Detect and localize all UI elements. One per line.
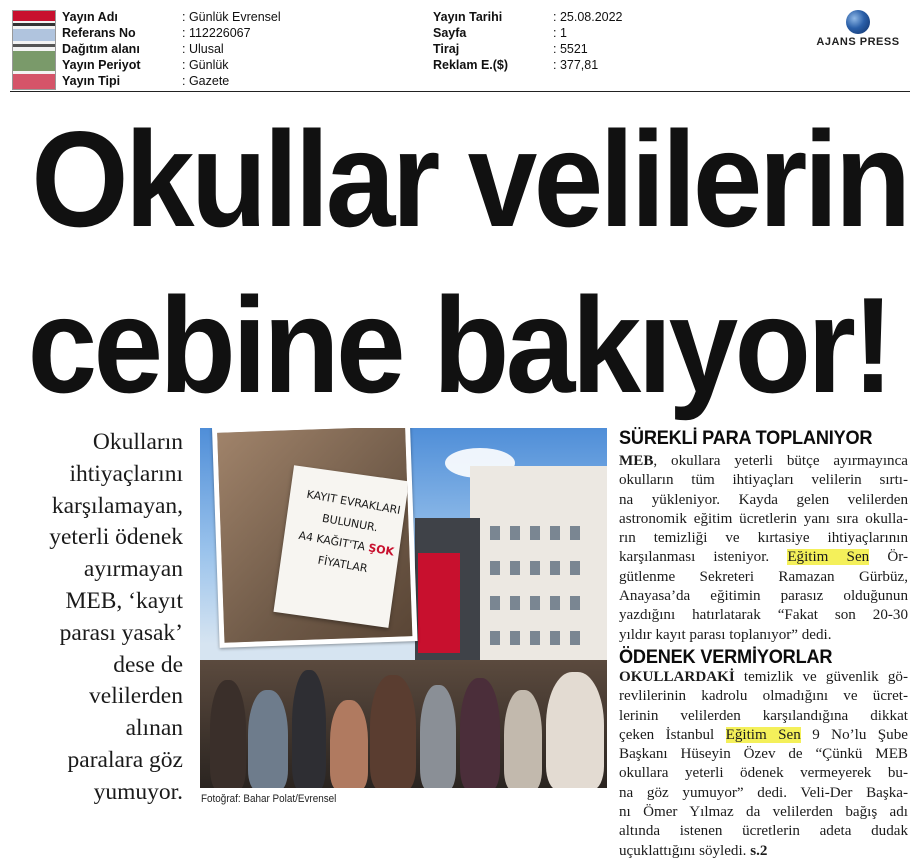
newspaper-thumbnail (12, 10, 56, 90)
photo-caption: Fotoğraf: Bahar Polat/Evrensel (201, 793, 337, 805)
lede-line: yumuyor. (93, 778, 183, 805)
meta-key: Yayın Tipi (62, 74, 121, 88)
sign-line: KAYIT EVRAKLARI (305, 487, 402, 518)
sign-line: FİYATLAR (316, 553, 369, 576)
photo-inset-sign (212, 428, 418, 648)
body-line: okulların tüm ihtiyaçları velilerin sırtı- (619, 472, 908, 489)
body-line: revlilerinin kadrolu olmadığını ve ücret- (619, 688, 908, 705)
logo-name: AJANS PRESS (816, 36, 900, 48)
section-odenek (619, 646, 908, 861)
meta-key: Yayın Adı (62, 10, 118, 24)
meta-value: : 377,81 (553, 58, 599, 72)
body-line: yazdığını hatırlatarak “Fakat son 20-30 (619, 607, 908, 624)
body-line: yıldır kayıt parası toplanıyor” dedi. (619, 626, 832, 643)
headline (0, 96, 908, 428)
sign-text (287, 482, 410, 584)
meta-value: : 5521 (553, 42, 588, 56)
meta-row (62, 73, 281, 89)
meta-key: Yayın Periyot (62, 58, 141, 72)
ajans-press-logo (808, 10, 908, 48)
body-line: Başkanı Hüseyin Özev de “Çünkü MEB (619, 746, 908, 763)
highlight-egitim-sen: Eğitim Sen (787, 549, 870, 566)
body-line (619, 548, 908, 567)
meta-left (62, 9, 281, 89)
meta-value: : 1 (553, 26, 567, 40)
meta-key: Referans No (62, 26, 136, 40)
meta-row (433, 25, 623, 41)
highlight-egitim-sen: Eğitim Sen (725, 726, 801, 743)
header-divider (10, 91, 910, 92)
sign-word: A4 KAĞIT'TA (297, 528, 367, 554)
section-body (619, 452, 908, 645)
meta-right (433, 9, 623, 73)
meta-row (62, 25, 281, 41)
lede-line: paralara göz (67, 746, 183, 773)
lede-line: alınan (125, 715, 183, 742)
section-title: SÜREKLİ PARA TOPLANIYOR (619, 427, 873, 449)
meta-row (62, 57, 281, 73)
body-line: na yükleniyor. Kayda gelen velilerden (619, 491, 908, 508)
meta-key: Yayın Tarihi (433, 10, 503, 24)
meta-row (433, 9, 623, 25)
lead-word: MEB (619, 453, 654, 469)
globe-icon (846, 10, 870, 34)
body-line: altında istenen ücretlerin adeta dudak (619, 823, 908, 840)
lede-line: velilerden (89, 683, 183, 710)
body-text: çeken İstanbul (619, 726, 726, 743)
headline-line-1: Okullar velilerin (31, 103, 908, 255)
lede-line: ihtiyaçlarını (69, 460, 183, 487)
lede-line: ayırmayan (83, 556, 183, 583)
meta-value: : 112226067 (182, 26, 251, 40)
body-line: okullara yeterli ödenek vermeyerek bu- (619, 765, 908, 782)
lead-word: OKULLARDAKİ (619, 669, 735, 685)
photo-flag (418, 553, 460, 653)
meta-value: : Gazete (182, 74, 230, 88)
sign-sheet (273, 465, 408, 628)
sign-word-red: ŞOK (367, 541, 395, 559)
lede-line: parası yasak’ (59, 619, 183, 646)
lede-line: yeterli ödenek (49, 524, 183, 551)
body-text: , okullara yeterli bütçe ayırmayınca (653, 453, 908, 469)
body-text: 9 No’lu Şube (800, 726, 908, 743)
body-line (619, 842, 908, 861)
section-surekli-para (619, 427, 908, 645)
meta-key: Dağıtım alanı (62, 42, 140, 56)
body-text: uçuklattığını söyledi. (619, 842, 751, 859)
page-reference: s.2 (750, 842, 768, 859)
body-line: astronomik eğitim ücretlerin yanı sıra okulla- (619, 510, 908, 527)
meta-key: Reklam E.($) (433, 58, 509, 72)
meta-row (433, 57, 623, 73)
meta-row (62, 41, 281, 57)
body-line (619, 726, 908, 745)
headline-line-2: cebine bakıyor! (27, 269, 891, 421)
body-line: na göz yumuyor” dedi. Veli-Der Başka- (619, 784, 908, 801)
body-text: karşılanması isteniyor. (619, 549, 788, 566)
sign-line: BULUNUR. (321, 511, 379, 535)
meta-key: Tiraj (433, 42, 460, 56)
section-title: ÖDENEK VERMİYORLAR (619, 646, 833, 668)
body-line: rın temizliği ve kırtasiye ihtiyaçlarının (619, 530, 908, 547)
photo-crowd (200, 660, 607, 788)
body-line: gütlenme Sekreteri Ramazan Gürbüz, (619, 568, 908, 585)
meta-value: : Günlük (182, 58, 229, 72)
body-line (619, 452, 908, 471)
lede-line: dese de (113, 651, 183, 678)
section-body (619, 668, 908, 861)
meta-value: : 25.08.2022 (553, 10, 623, 24)
meta-row (62, 9, 281, 25)
meta-key: Sayfa (433, 26, 467, 40)
lede-line: Okulların (92, 429, 183, 455)
meta-value: : Ulusal (182, 42, 224, 56)
body-line: nı Ömer Yılmaz da velilerden bağış adı (619, 804, 908, 821)
body-line: Anayasa’da eğitimin parasız olduğunun (619, 588, 908, 605)
meta-value: : Günlük Evrensel (182, 10, 281, 24)
meta-row (433, 41, 623, 57)
lede-line: karşılamayan, (51, 492, 183, 519)
body-text: Ör- (869, 549, 908, 566)
body-line (619, 668, 908, 687)
news-photo (200, 428, 607, 788)
lede-line: MEB, ‘kayıt (65, 587, 183, 614)
lede (18, 427, 183, 809)
body-line: lerinin velilerden karşılandığına dikkat (619, 707, 908, 724)
body-text: temizlik ve güvenlik gö- (734, 669, 908, 685)
